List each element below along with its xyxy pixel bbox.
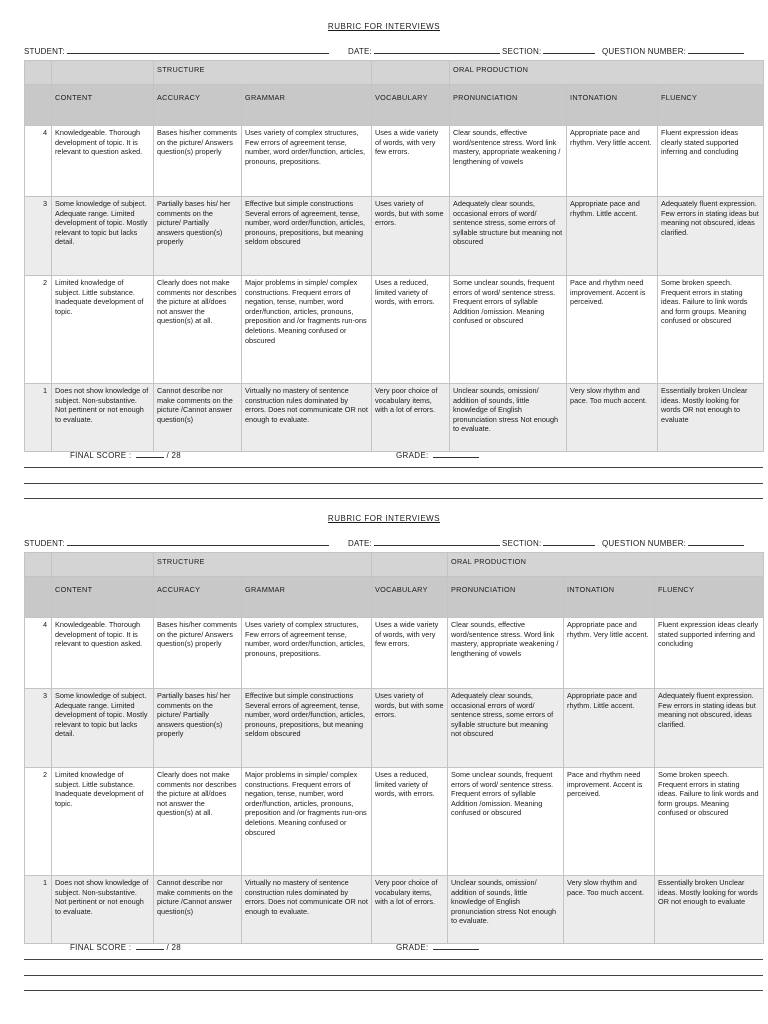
grade-field[interactable] bbox=[396, 449, 479, 460]
rubric-row-4 bbox=[25, 126, 764, 197]
rubric-row-2 bbox=[25, 768, 764, 876]
cell-vocabulary: Very poor choice of vocabulary items, with a lot of errors. bbox=[372, 876, 448, 944]
score-4: 4 bbox=[25, 618, 52, 689]
cell-fluency: Adequately fluent expression. Few errors in stating ideas but meaning not obscured, ideas clarified. bbox=[658, 197, 764, 276]
score-1: 1 bbox=[25, 876, 52, 944]
cell-content: Does not show knowledge of subject. Non-substantive. Not pertinent or not enough to evaluate. bbox=[52, 384, 154, 452]
section-field[interactable] bbox=[502, 537, 595, 548]
cell-accuracy: Cannot describe nor make comments on the picture /Cannot answer question(s) bbox=[154, 384, 242, 452]
cell-fluency: Fluent expression ideas clearly stated supported inferring and concluding bbox=[655, 618, 764, 689]
score-3: 3 bbox=[25, 197, 52, 276]
col-pronunciation: PRONUNCIATION bbox=[448, 577, 564, 618]
cell-pronunciation: Clear sounds, effective word/sentence stress. Word link mastery, appropriate weakening / lengthening of vowels bbox=[448, 618, 564, 689]
final-score-total: / 28 bbox=[166, 451, 182, 460]
cell-pronunciation: Adequately clear sounds, occasional errors of word/ sentence stress, some errors of syllable structure but meaning not obscured bbox=[448, 689, 564, 768]
comment-line[interactable] bbox=[24, 959, 763, 960]
cell-grammar: Effective but simple constructions Several errors of agreement, tense, number, word order/function, articles, pronouns, prepositions, but meaning seldom obscured bbox=[242, 689, 372, 768]
cell-grammar: Virtually no mastery of sentence construction rules dominated by errors. Does not communicate OR not enough to evaluate. bbox=[242, 384, 372, 452]
rubric-title: RUBRIC FOR INTERVIEWS bbox=[327, 22, 441, 31]
grade-blank[interactable] bbox=[433, 449, 479, 458]
date-label: DATE: bbox=[348, 47, 372, 56]
col-accuracy: ACCURACY bbox=[154, 85, 242, 126]
cell-grammar: Effective but simple constructions Several errors of agreement, tense, number, word order/function, articles, pronouns, prepositions, but meaning seldom obscured bbox=[242, 197, 372, 276]
cell-content: Limited knowledge of subject. Little substance. Inadequate development of topic. bbox=[52, 276, 154, 384]
comment-line[interactable] bbox=[24, 990, 763, 991]
cell-accuracy: Clearly does not make comments nor describes the picture at all/does not answer the question(s) at all. bbox=[154, 276, 242, 384]
rubric-row-1 bbox=[25, 876, 764, 944]
final-score-label: FINAL SCORE : bbox=[70, 943, 132, 952]
final-score-blank[interactable] bbox=[136, 941, 164, 950]
cell-pronunciation: Clear sounds, effective word/sentence stress. Word link mastery, appropriate weakening / lengthening of vowels bbox=[450, 126, 567, 197]
group-structure: STRUCTURE bbox=[154, 553, 372, 577]
comment-line[interactable] bbox=[24, 975, 763, 976]
cell-vocabulary: Very poor choice of vocabulary items, with a lot of errors. bbox=[372, 384, 450, 452]
cell-grammar: Uses variety of complex structures, Few errors of agreement tense, number, word order/function, articles, pronouns, prepositions. bbox=[242, 126, 372, 197]
question-number-label: QUESTION NUMBER: bbox=[602, 47, 687, 56]
group-header-row bbox=[25, 61, 764, 85]
cell-fluency: Adequately fluent expression. Few errors in stating ideas but meaning not obscured, ideas clarified. bbox=[655, 689, 764, 768]
score-4: 4 bbox=[25, 126, 52, 197]
col-intonation: INTONATION bbox=[567, 85, 658, 126]
final-score-label: FINAL SCORE : bbox=[70, 451, 132, 460]
question-number-field[interactable] bbox=[602, 537, 744, 548]
cell-vocabulary: Uses a wide variety of words, with very few errors. bbox=[372, 126, 450, 197]
cell-content: Knowledgeable. Thorough development of topic. It is relevant to question asked. bbox=[52, 618, 154, 689]
final-score-total: / 28 bbox=[166, 943, 182, 952]
col-vocabulary: VOCABULARY bbox=[372, 577, 448, 618]
score-1: 1 bbox=[25, 384, 52, 452]
col-pronunciation: PRONUNCIATION bbox=[450, 85, 567, 126]
date-field[interactable] bbox=[348, 537, 500, 548]
question-number-label: QUESTION NUMBER: bbox=[602, 539, 687, 548]
cell-intonation: Pace and rhythm need improvement. Accent is perceived. bbox=[567, 276, 658, 384]
cell-grammar: Uses variety of complex structures, Few errors of agreement tense, number, word order/function, articles, pronouns, prepositions. bbox=[242, 618, 372, 689]
rubric-table bbox=[24, 552, 764, 944]
comment-line[interactable] bbox=[24, 483, 763, 484]
column-header-row bbox=[25, 85, 764, 126]
cell-accuracy: Bases his/her comments on the picture/ Answers question(s) properly bbox=[154, 126, 242, 197]
group-header-row bbox=[25, 553, 764, 577]
cell-accuracy: Partially bases his/ her comments on the picture/ Partially answers question(s) properly bbox=[154, 689, 242, 768]
cell-content: Limited knowledge of subject. Little substance. Inadequate development of topic. bbox=[52, 768, 154, 876]
cell-vocabulary: Uses a reduced, limited variety of words, with errors. bbox=[372, 768, 448, 876]
student-label: STUDENT: bbox=[24, 539, 65, 548]
rubric-title: RUBRIC FOR INTERVIEWS bbox=[327, 514, 441, 523]
date-field[interactable] bbox=[348, 45, 500, 56]
cell-content: Does not show knowledge of subject. Non-substantive. Not pertinent or not enough to evaluate. bbox=[52, 876, 154, 944]
grade-label: GRADE: bbox=[396, 943, 429, 952]
col-grammar: GRAMMAR bbox=[242, 577, 372, 618]
final-score-field[interactable] bbox=[70, 941, 181, 952]
cell-intonation: Appropriate pace and rhythm. Very little accent. bbox=[564, 618, 655, 689]
cell-pronunciation: Some unclear sounds, frequent errors of word/ sentence stress. Frequent errors of syllable Addition /omission. Meaning confused or obscured bbox=[450, 276, 567, 384]
rubric-row-3 bbox=[25, 689, 764, 768]
rubric-row-1 bbox=[25, 384, 764, 452]
col-fluency: FLUENCY bbox=[658, 85, 764, 126]
student-blank[interactable] bbox=[67, 45, 329, 54]
score-3: 3 bbox=[25, 689, 52, 768]
date-label: DATE: bbox=[348, 539, 372, 548]
group-structure: STRUCTURE bbox=[154, 61, 372, 85]
score-2: 2 bbox=[25, 276, 52, 384]
rubric-row-3 bbox=[25, 197, 764, 276]
cell-accuracy: Clearly does not make comments nor describes the picture at all/does not answer the question(s) at all. bbox=[154, 768, 242, 876]
cell-vocabulary: Uses a reduced, limited variety of words, with errors. bbox=[372, 276, 450, 384]
section-label: SECTION: bbox=[502, 539, 542, 548]
final-score-blank[interactable] bbox=[136, 449, 164, 458]
cell-content: Some knowledge of subject. Adequate range. Limited development of topic. Mostly relevant to topic but lacks detail. bbox=[52, 689, 154, 768]
rubric-table bbox=[24, 60, 764, 452]
student-blank[interactable] bbox=[67, 537, 329, 546]
cell-vocabulary: Uses a wide variety of words, with very few errors. bbox=[372, 618, 448, 689]
date-blank[interactable] bbox=[374, 537, 500, 546]
cell-accuracy: Bases his/her comments on the picture/ Answers question(s) properly bbox=[154, 618, 242, 689]
group-oral-production: ORAL PRODUCTION bbox=[448, 553, 764, 577]
col-fluency: FLUENCY bbox=[655, 577, 764, 618]
rubric-row-2 bbox=[25, 276, 764, 384]
grade-blank[interactable] bbox=[433, 941, 479, 950]
cell-grammar: Virtually no mastery of sentence construction rules dominated by errors. Does not communicate OR not enough to evaluate. bbox=[242, 876, 372, 944]
rubric-row-4 bbox=[25, 618, 764, 689]
col-intonation: INTONATION bbox=[564, 577, 655, 618]
section-blank[interactable] bbox=[543, 45, 595, 54]
date-blank[interactable] bbox=[374, 45, 500, 54]
cell-pronunciation: Some unclear sounds, frequent errors of word/ sentence stress. Frequent errors of syllable Addition /omission. Meaning confused or obscured bbox=[448, 768, 564, 876]
group-oral-production: ORAL PRODUCTION bbox=[450, 61, 764, 85]
cell-fluency: Essentially broken Unclear ideas. Mostly looking for words OR not enough to evaluate bbox=[655, 876, 764, 944]
cell-intonation: Very slow rhythm and pace. Too much accent. bbox=[564, 876, 655, 944]
final-score-field[interactable] bbox=[70, 449, 181, 460]
student-label: STUDENT: bbox=[24, 47, 65, 56]
grade-label: GRADE: bbox=[396, 451, 429, 460]
cell-grammar: Major problems in simple/ complex constructions. Frequent errors of negation, tense, number, word order/function, articles, pronouns, preposition and /or fragments run-ons deletions. Meaning confused or obscured bbox=[242, 276, 372, 384]
cell-intonation: Appropriate pace and rhythm. Very little accent. bbox=[567, 126, 658, 197]
cell-fluency: Essentially broken Unclear ideas. Mostly looking for words OR not enough to evaluate bbox=[658, 384, 764, 452]
col-grammar: GRAMMAR bbox=[242, 85, 372, 126]
cell-accuracy: Cannot describe nor make comments on the picture /Cannot answer question(s) bbox=[154, 876, 242, 944]
section-field[interactable] bbox=[502, 45, 595, 56]
column-header-row bbox=[25, 577, 764, 618]
cell-grammar: Major problems in simple/ complex constructions. Frequent errors of negation, tense, number, word order/function, articles, pronouns, preposition and /or fragments run-ons deletions. Meaning confused or obscured bbox=[242, 768, 372, 876]
cell-content: Some knowledge of subject. Adequate range. Limited development of topic. Mostly relevant to topic but lacks detail. bbox=[52, 197, 154, 276]
comment-line[interactable] bbox=[24, 498, 763, 499]
cell-pronunciation: Unclear sounds, omission/ addition of sounds, little knowledge of English pronunciation stress Not enough to evaluate. bbox=[448, 876, 564, 944]
cell-pronunciation: Unclear sounds, omission/ addition of sounds, little knowledge of English pronunciation stress Not enough to evaluate. bbox=[450, 384, 567, 452]
section-blank[interactable] bbox=[543, 537, 595, 546]
col-content: CONTENT bbox=[52, 577, 154, 618]
cell-pronunciation: Adequately clear sounds, occasional errors of word/ sentence stress, some errors of syllable structure but meaning not obscured bbox=[450, 197, 567, 276]
cell-fluency: Some broken speech. Frequent errors in stating ideas. Failure to link words and form groups. Meaning confused or obscured bbox=[655, 768, 764, 876]
question-number-blank[interactable] bbox=[688, 45, 744, 54]
col-accuracy: ACCURACY bbox=[154, 577, 242, 618]
col-content: CONTENT bbox=[52, 85, 154, 126]
cell-fluency: Fluent expression ideas clearly stated supported inferring and concluding bbox=[658, 126, 764, 197]
question-number-field[interactable] bbox=[602, 45, 744, 56]
student-field[interactable] bbox=[24, 537, 329, 548]
cell-content: Knowledgeable. Thorough development of topic. It is relevant to question asked. bbox=[52, 126, 154, 197]
cell-intonation: Very slow rhythm and pace. Too much accent. bbox=[567, 384, 658, 452]
student-field[interactable] bbox=[24, 45, 329, 56]
score-2: 2 bbox=[25, 768, 52, 876]
cell-accuracy: Partially bases his/ her comments on the picture/ Partially answers question(s) properly bbox=[154, 197, 242, 276]
cell-intonation: Appropriate pace and rhythm. Little accent. bbox=[567, 197, 658, 276]
cell-intonation: Pace and rhythm need improvement. Accent is perceived. bbox=[564, 768, 655, 876]
question-number-blank[interactable] bbox=[688, 537, 744, 546]
col-vocabulary: VOCABULARY bbox=[372, 85, 450, 126]
grade-field[interactable] bbox=[396, 941, 479, 952]
section-label: SECTION: bbox=[502, 47, 542, 56]
cell-fluency: Some broken speech. Frequent errors in stating ideas. Failure to link words and form groups. Meaning confused or obscured bbox=[658, 276, 764, 384]
cell-vocabulary: Uses variety of words, but with some errors. bbox=[372, 689, 448, 768]
cell-intonation: Appropriate pace and rhythm. Little accent. bbox=[564, 689, 655, 768]
comment-line[interactable] bbox=[24, 467, 763, 468]
cell-vocabulary: Uses variety of words, but with some errors. bbox=[372, 197, 450, 276]
